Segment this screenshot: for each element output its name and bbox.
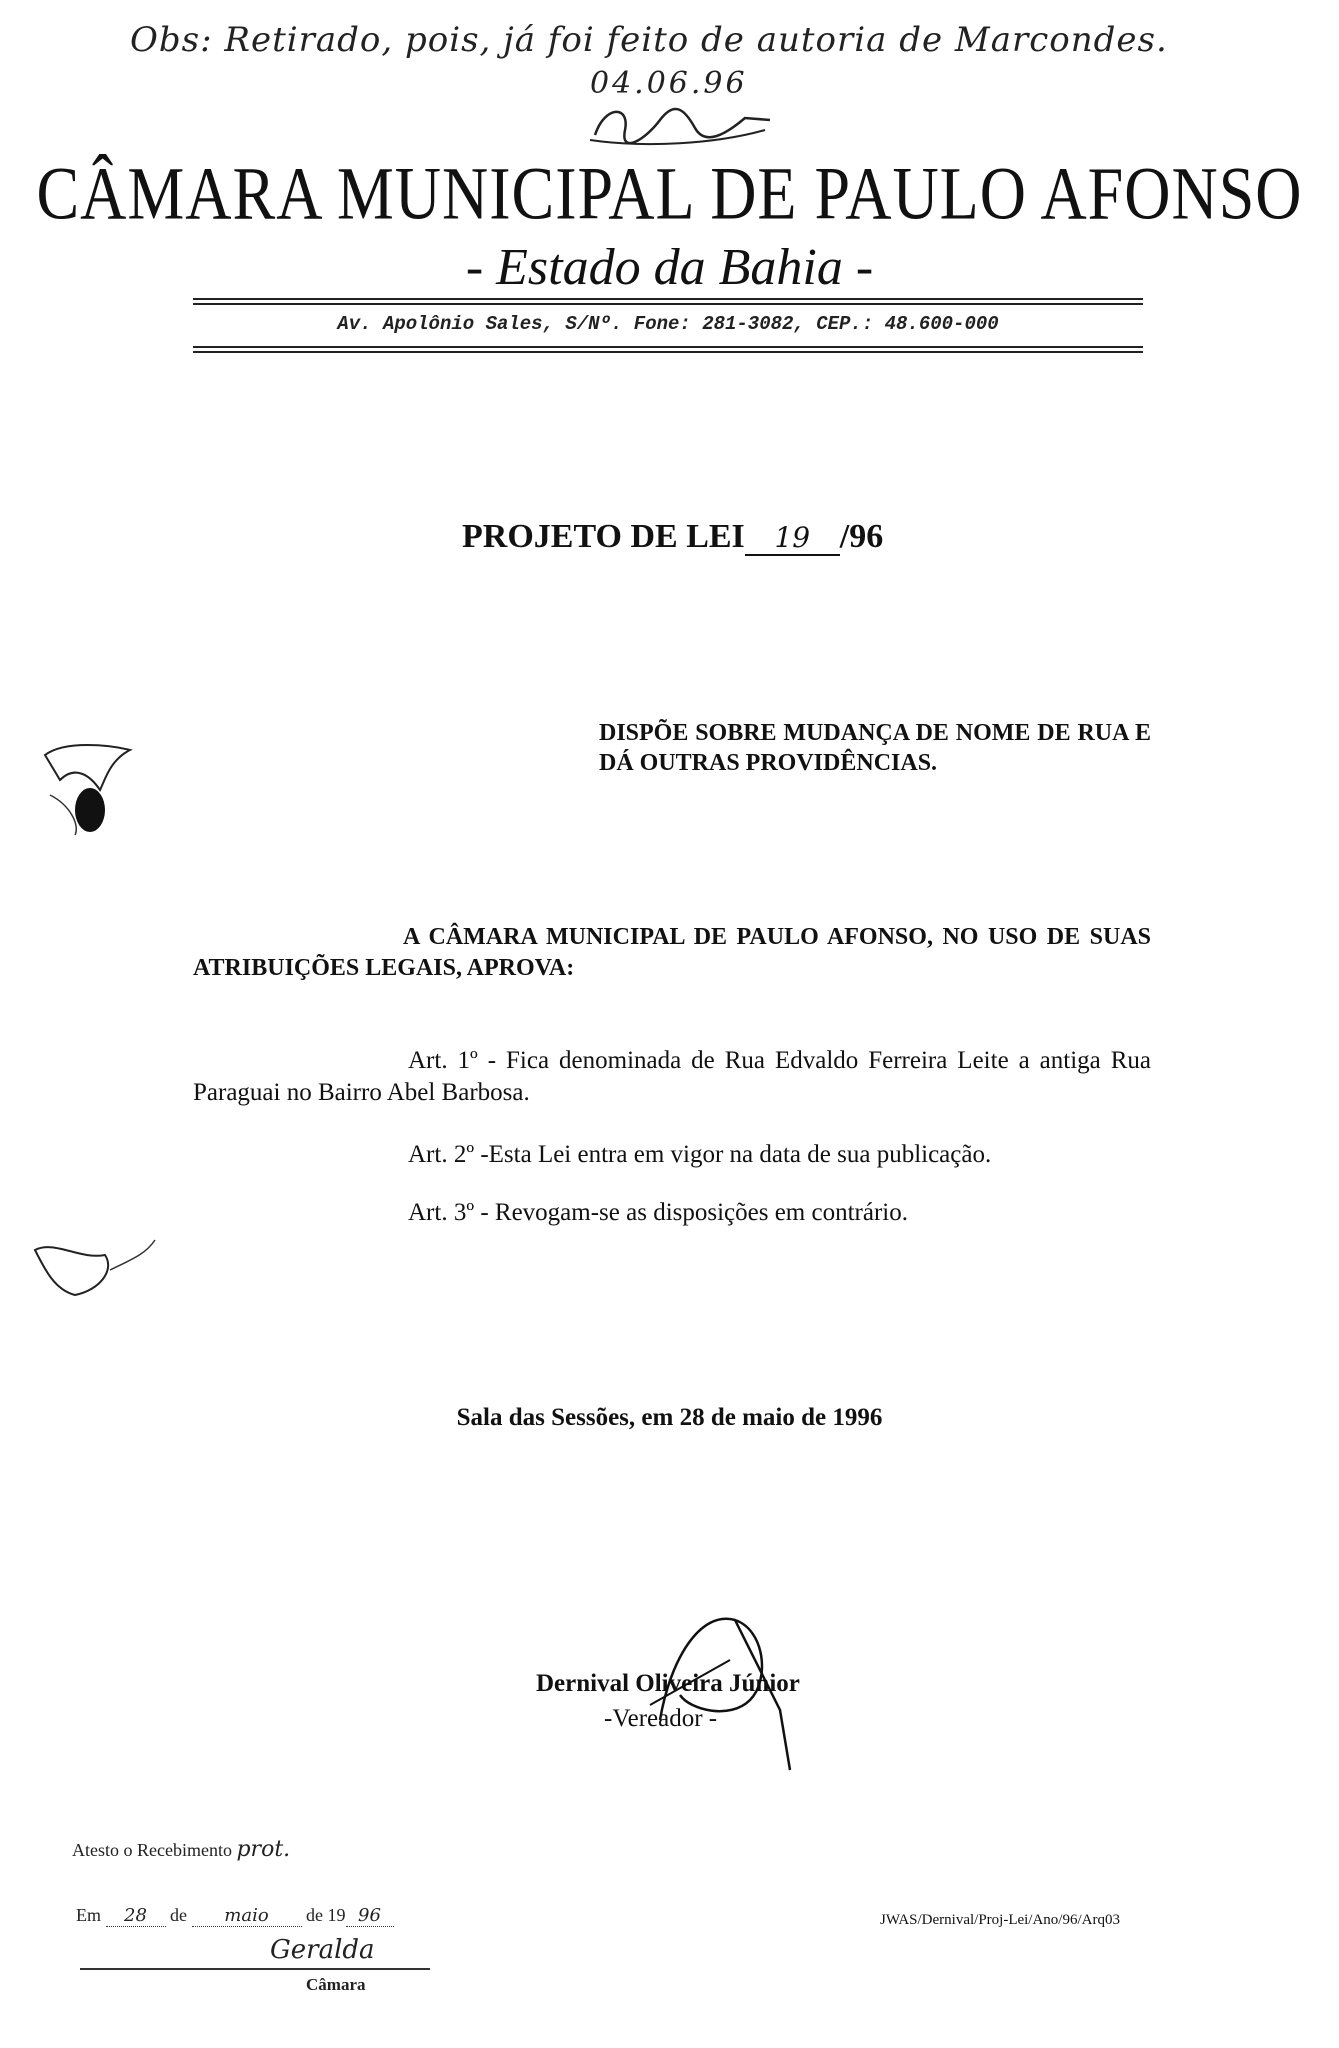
- receipt-date-line: [76, 1905, 394, 1927]
- header-rule-bottom-2: [193, 351, 1143, 353]
- project-number: 19: [745, 521, 840, 556]
- address-line: Av. Apolônio Sales, S/Nº. Fone: 281-3082, CEP.: 48.600-000: [337, 313, 999, 335]
- project-prefix: PROJETO DE LEI: [462, 518, 745, 555]
- signer-name: Dernival Oliveira Júnior: [536, 1670, 800, 1697]
- punch-hole-smudge-top: [30, 735, 140, 845]
- header-rule-top-2: [193, 303, 1143, 305]
- receipt-de-1: de: [170, 1905, 187, 1925]
- project-title: [462, 518, 883, 556]
- project-suffix: /96: [839, 518, 884, 555]
- handwritten-note-date: 04.06.96: [590, 66, 748, 101]
- footer-reference: JWAS/Dernival/Proj-Lei/Ano/96/Arq03: [880, 1912, 1120, 1928]
- article-2: Art. 2º -Esta Lei entra em vigor na data de sua publicação.: [408, 1141, 992, 1168]
- ementa: DISPÕE SOBRE MUDANÇA DE NOME DE RUA E DÁ OUTRAS PROVIDÊNCIAS.: [599, 720, 1151, 776]
- receipt-day: 28: [106, 1905, 166, 1927]
- receipt-attest: [72, 1837, 290, 1862]
- header-rule-bottom: [193, 346, 1143, 348]
- handwritten-note: Obs: Retirado, pois, já foi feito de autoria de Marcondes.: [130, 20, 1168, 60]
- article-1: Art. 1º - Fica denominada de Rua Edvaldo Ferreira Leite a antiga Rua Paraguai no Bairro Abel Barbosa.: [193, 1047, 1151, 1106]
- org-subtitle: - Estado da Bahia -: [465, 239, 874, 296]
- article-3: Art. 3º - Revogam-se as disposições em contrário.: [408, 1199, 908, 1226]
- header-rule-top: [193, 298, 1143, 300]
- preamble: A CÂMARA MUNICIPAL DE PAULO AFONSO, NO USO DE SUAS ATRIBUIÇÕES LEGAIS, APROVA:: [193, 924, 1151, 981]
- receipt-attest-label: Atesto o Recebimento: [72, 1840, 232, 1860]
- receipt-year: 96: [346, 1905, 394, 1927]
- receipt-signature: Geralda: [270, 1935, 375, 1965]
- punch-hole-smudge-bottom: [20, 1230, 160, 1320]
- receipt-month: maio: [192, 1905, 302, 1927]
- receipt-signature-line: [80, 1968, 430, 1970]
- org-title: CÂMARA MUNICIPAL DE PAULO AFONSO: [36, 151, 1303, 235]
- receipt-attest-handwritten: prot.: [236, 1837, 291, 1862]
- receipt-de-2: de 19: [306, 1905, 346, 1925]
- session-line: Sala das Sessões, em 28 de maio de 1996: [456, 1404, 883, 1431]
- top-signature-scribble: [585, 100, 775, 150]
- signer-role: -Vereador -: [604, 1705, 718, 1732]
- receipt-em-label: Em: [76, 1905, 101, 1925]
- receipt-camara-label: Câmara: [306, 1975, 366, 1994]
